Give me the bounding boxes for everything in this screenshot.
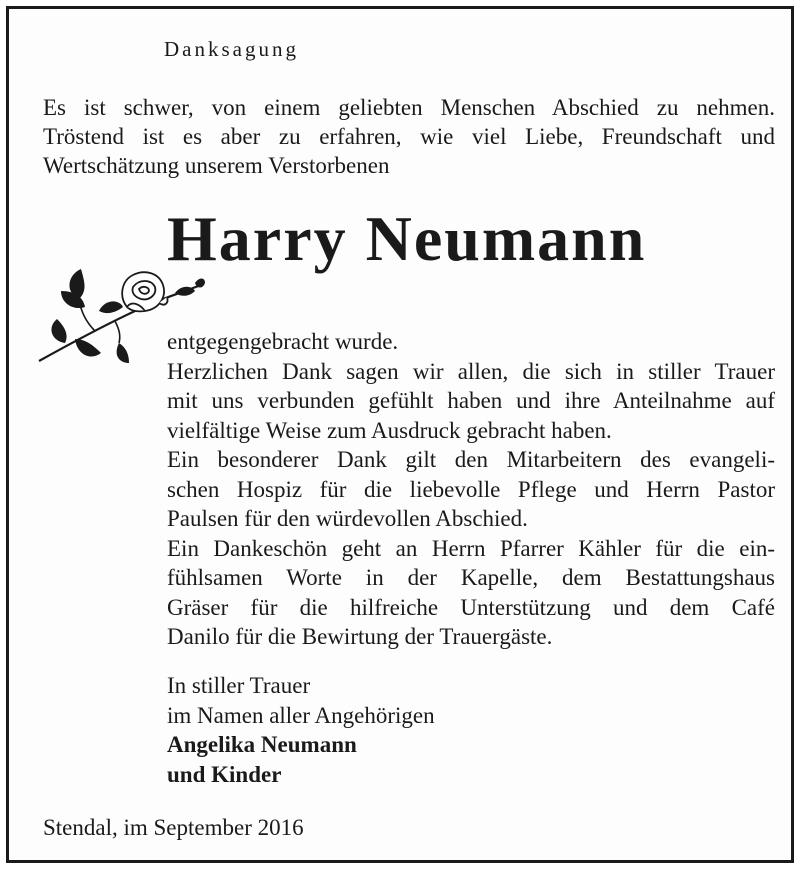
body-line: schen Hospiz für die liebevolle Pflege und Herrn Pastor — [167, 476, 775, 502]
heading: Danksagung — [164, 37, 299, 61]
intro-paragraph — [43, 93, 775, 180]
body-line: Danilo für die Bewirtung der Trauergäste. — [167, 624, 553, 649]
body-line: Ein besonderer Dank gilt den Mitarbeitern des evangeli- — [167, 447, 775, 472]
deceased-name: Harry Neumann — [167, 203, 647, 274]
intro-line: Wertschätzung unserem Verstorbenen — [43, 153, 390, 178]
body-line: entgegengebracht wurde. — [167, 329, 399, 354]
signer-name: Angelika Neumann — [167, 732, 357, 757]
body-paragraph — [167, 327, 775, 652]
closing-line: In stiller Trauer — [167, 673, 311, 698]
signer-family: und Kinder — [167, 761, 282, 787]
body-line: Herzlichen Dank sagen wir allen, die sich in stiller Trauer — [167, 358, 775, 384]
body-line: Gräser für die hilfreiche Unterstützung und dem Café — [167, 594, 775, 620]
closing-block — [167, 671, 435, 789]
place-date: Stendal, im September 2016 — [43, 815, 304, 840]
body-line: vielfältige Weise zum Ausdruck gebracht haben. — [167, 417, 612, 443]
body-line: mit uns verbunden gefühlt haben und ihre Anteilnahme auf — [167, 388, 775, 413]
body-line: Ein Dankeschön geht an Herrn Pfarrer Kähler für die ein- — [167, 535, 775, 561]
body-line: fühlsamen Worte in der Kapelle, dem Bestattungshaus — [167, 565, 775, 590]
body-line: Paulsen für den würdevollen Abschied. — [167, 506, 528, 531]
intro-line: Es ist schwer, von einem geliebten Menschen Abschied zu nehmen. — [43, 95, 775, 120]
closing-line: im Namen aller Angehörigen — [167, 702, 435, 728]
obituary-frame — [6, 6, 794, 863]
intro-line: Tröstend ist es aber zu erfahren, wie viel Liebe, Freundschaft und — [43, 124, 775, 149]
